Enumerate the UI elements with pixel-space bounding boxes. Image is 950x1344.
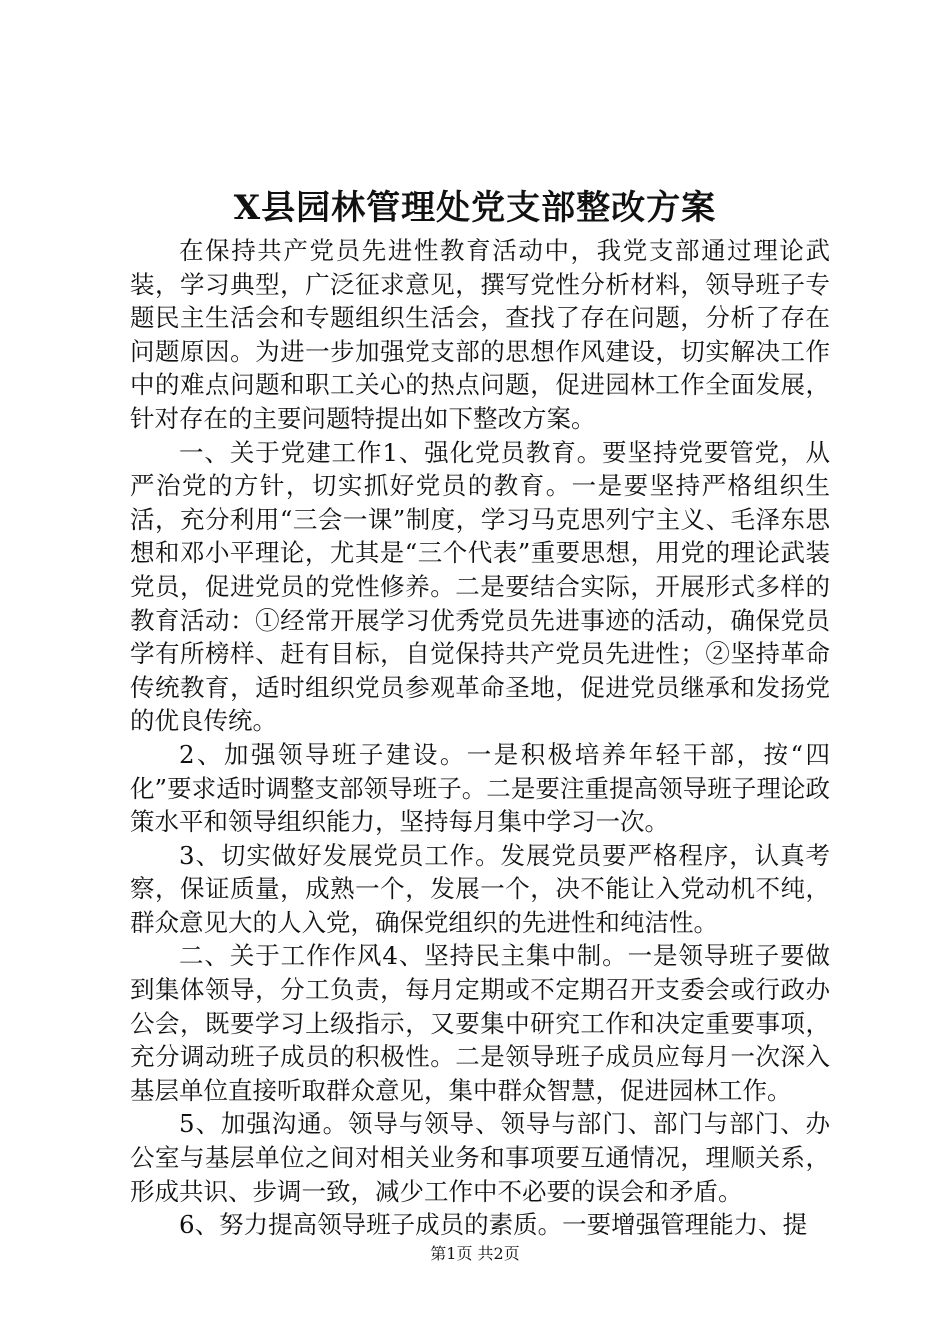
- paragraph-party-building: 一、关于党建工作1、强化党员教育。要坚持党要管党，从严治党的方针，切实抓好党员的教育。一是要坚持严格组织生活，充分利用“三会一课”制度，学习马克思列宁主义、毛泽东思想和邓小平理论，尤其是“三个代表”重要思想，用党的理论武装党员，促进党员的党性修养。二是要结合实际，开展形式多样的教育活动：①经常开展学习优秀党员先进事迹的活动，确保党员学有所榜样、赶有目标，自觉保持共产党员先进性；②坚持革命传统教育，适时组织党员参观革命圣地，促进党员继承和发扬党的优良传统。: [130, 437, 830, 736]
- paragraph-intro: 在保持共产党员先进性教育活动中，我党支部通过理论武装，学习典型，广泛征求意见，撰写党性分析材料，领导班子专题民主生活会和专题组织生活会，查找了存在问题，分析了存在问题原因。为进一步加强党支部的思想作风建设，切实解决工作中的难点问题和职工关心的热点问题，促进园林工作全面发展，针对存在的主要问题特提出如下整改方案。: [130, 236, 830, 433]
- document-title: X县园林管理处党支部整改方案: [233, 188, 717, 228]
- paragraph-work-style: 二、关于工作作风4、坚持民主集中制。一是领导班子要做到集体领导，分工负责，每月定期或不定期召开支委会或行政办公会，既要学习上级指示，又要集中研究工作和决定重要事项，充分调动班子成员的积极性。二是领导班子成员应每月一次深入基层单位直接听取群众意见，集中群众智慧，促进园林工作。: [130, 941, 830, 1105]
- document-body: [130, 234, 830, 1242]
- paragraph-member-development: 3、切实做好发展党员工作。发展党员要严格程序，认真考察，保证质量，成熟一个，发展一个，决不能让入党动机不纯，群众意见大的人入党，确保党组织的先进性和纯洁性。: [130, 840, 830, 937]
- paragraph-communication: 5、加强沟通。领导与领导、领导与部门、部门与部门、办公室与基层单位之间对相关业务和事项要互通情况，理顺关系，形成共识、步调一致，减少工作中不必要的误会和矛盾。: [130, 1109, 830, 1206]
- paragraph-quality: 6、努力提高领导班子成员的素质。一要增强管理能力、提: [179, 1210, 808, 1240]
- paragraph-leadership: 2、加强领导班子建设。一是积极培养年轻干部，按“四化”要求适时调整支部领导班子。二是要注重提高领导班子理论政策水平和领导组织能力，坚持每月集中学习一次。: [130, 739, 830, 837]
- page-footer: 第1页 共2页: [430, 1244, 520, 1263]
